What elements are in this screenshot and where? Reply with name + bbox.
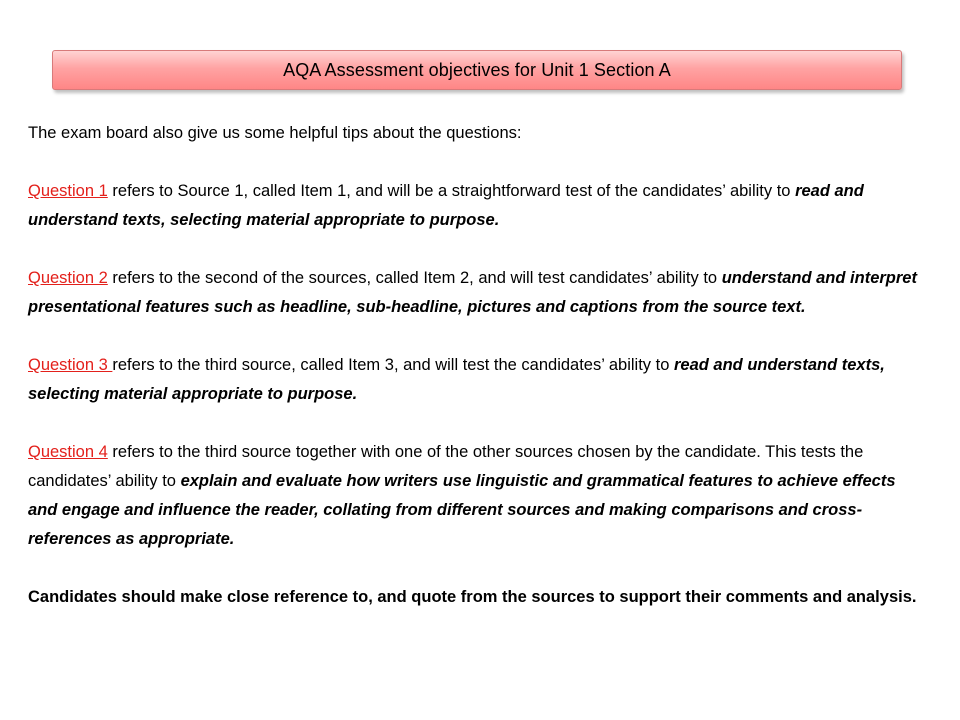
question-1-emphasis: read and understand texts, selecting material appropriate to purpose. — [28, 182, 864, 229]
title-banner — [52, 50, 902, 90]
question-4-link[interactable]: Question 4 — [28, 443, 108, 461]
question-3-paragraph — [28, 351, 928, 409]
closing-paragraph: Candidates should make close reference to, and quote from the sources to support their comments and analysis. — [28, 588, 917, 606]
slide-title: AQA Assessment objectives for Unit 1 Section A — [283, 59, 671, 80]
question-4-paragraph — [28, 438, 928, 554]
question-4-emphasis: explain and evaluate how writers use linguistic and grammatical features to achieve effects and engage and influence the reader, collating from different sources and making comparisons and cross-references as appropriate. — [28, 472, 896, 548]
question-1-paragraph — [28, 177, 928, 235]
question-2-paragraph — [28, 264, 928, 322]
slide-body — [28, 119, 928, 641]
question-2-text: refers to the second of the sources, called Item 2, and will test candidates’ ability to — [107, 269, 722, 287]
intro-paragraph: The exam board also give us some helpful tips about the questions: — [28, 124, 522, 142]
question-1-text: refers to Source 1, called Item 1, and will be a straightforward test of the candidates’ ability to — [107, 182, 796, 200]
question-4-text: refers to the third source together with one of the other sources chosen by the candidate. This tests the candidates’ ability to — [28, 443, 864, 490]
question-3-emphasis: read and understand texts, selecting material appropriate to purpose. — [28, 356, 885, 403]
question-3-text: refers to the third source, called Item 3, and will test the candidates’ ability to — [112, 356, 674, 374]
question-2-emphasis: understand and interpret presentational features such as headline, sub-headline, pictures and captions from the source text. — [28, 269, 917, 316]
question-2-link[interactable]: Question 2 — [28, 269, 108, 287]
question-1-link[interactable]: Question 1 — [28, 182, 108, 200]
question-3-link[interactable]: Question 3 — [28, 356, 113, 374]
